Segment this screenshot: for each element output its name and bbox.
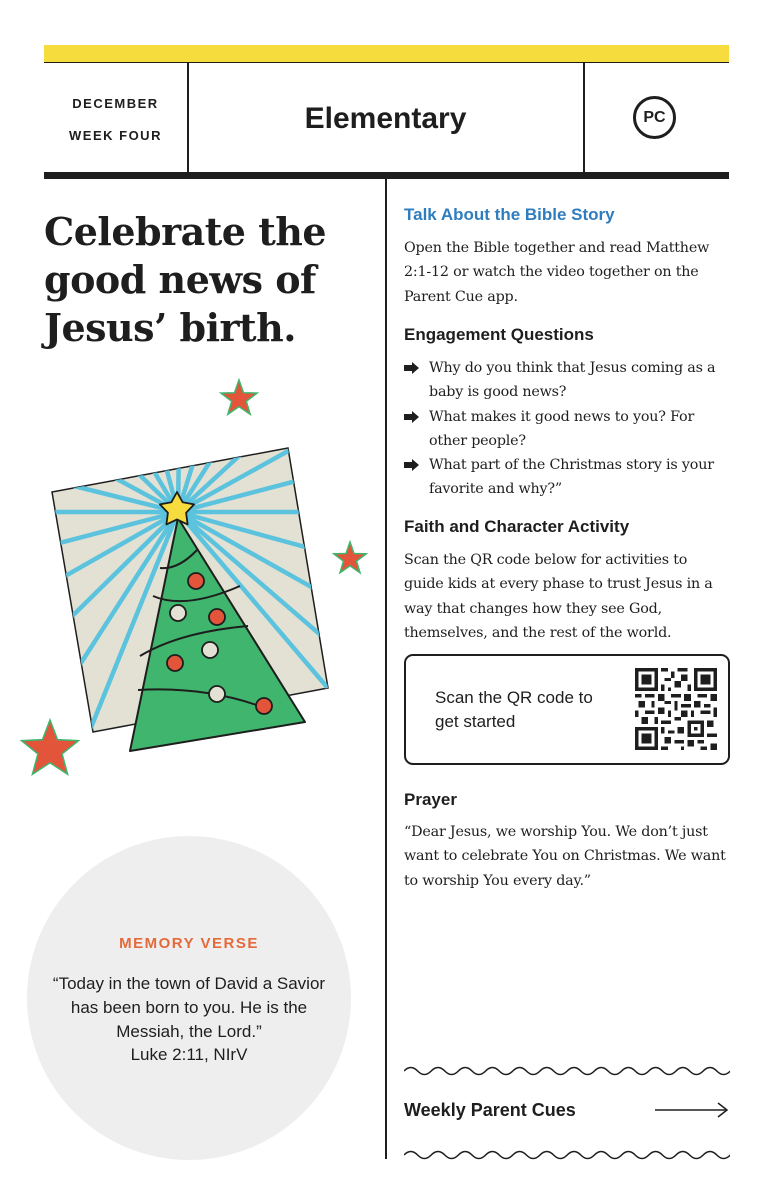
qr-code[interactable] xyxy=(635,668,717,750)
headline-line: good news of xyxy=(44,257,316,302)
arrow-bullet-icon xyxy=(404,459,419,471)
memory-verse-text: “Today in the town of David a Savior has been born to you. He is the Messiah, the Lord.” xyxy=(52,974,326,1041)
prayer-heading: Prayer xyxy=(404,790,457,809)
question-text: Why do you think that Jesus coming as a baby is good news? xyxy=(429,360,716,401)
decor-star xyxy=(334,542,366,573)
qr-callout[interactable] xyxy=(404,654,730,765)
memory-verse-label: MEMORY VERSE xyxy=(119,935,259,952)
top-yellow-bar xyxy=(44,45,729,63)
question-text: What makes it good news to you? For other people? xyxy=(429,408,695,449)
logo-text: PC xyxy=(643,109,666,126)
christmas-tree-illustration xyxy=(0,370,385,810)
headline-line: Jesus’ birth. xyxy=(44,305,296,350)
qr-label: Scan the QR code to get started xyxy=(435,688,593,731)
activity-text: Scan the QR code below for activities to guide kids at every phase to trust Jesus in a way that changes how they see God, themselves, and the rest of the world. xyxy=(404,552,713,641)
memory-verse-reference: Luke 2:11, NIrV xyxy=(130,1045,248,1064)
engagement-questions xyxy=(404,356,730,502)
decor-star xyxy=(22,720,79,774)
question-text: What part of the Christmas story is your favorite and why?” xyxy=(429,457,714,498)
bible-story-text: Open the Bible together and read Matthew 2:1-12 or watch the video together on the Parent Cue app. xyxy=(404,240,710,305)
header-week: WEEK FOUR xyxy=(69,128,162,143)
page-title: Elementary xyxy=(304,102,467,135)
column-divider xyxy=(385,179,387,1159)
arrow-bullet-icon xyxy=(404,362,419,374)
engagement-heading: Engagement Questions xyxy=(404,325,594,344)
header-month: DECEMBER xyxy=(72,96,159,111)
list-item xyxy=(404,405,730,454)
parent-cue-logo xyxy=(633,96,676,139)
list-item xyxy=(404,453,730,502)
wave-divider xyxy=(404,1064,730,1078)
list-item xyxy=(404,356,730,405)
prayer-text: “Dear Jesus, we worship You. We don’t just want to celebrate You on Christmas. We want to worship You every day.” xyxy=(404,824,726,889)
weekly-parent-cues-link[interactable]: Weekly Parent Cues xyxy=(404,1100,576,1120)
arrow-bullet-icon xyxy=(404,411,419,423)
headline xyxy=(44,208,364,352)
arrow-right-icon[interactable] xyxy=(655,1101,729,1119)
header xyxy=(44,62,729,179)
decor-star xyxy=(221,380,257,414)
activity-heading: Faith and Character Activity xyxy=(404,517,630,536)
wave-divider xyxy=(404,1148,730,1162)
headline-line: Celebrate the xyxy=(44,209,327,254)
bible-story-heading: Talk About the Bible Story xyxy=(404,205,615,224)
header-divider xyxy=(583,62,585,172)
